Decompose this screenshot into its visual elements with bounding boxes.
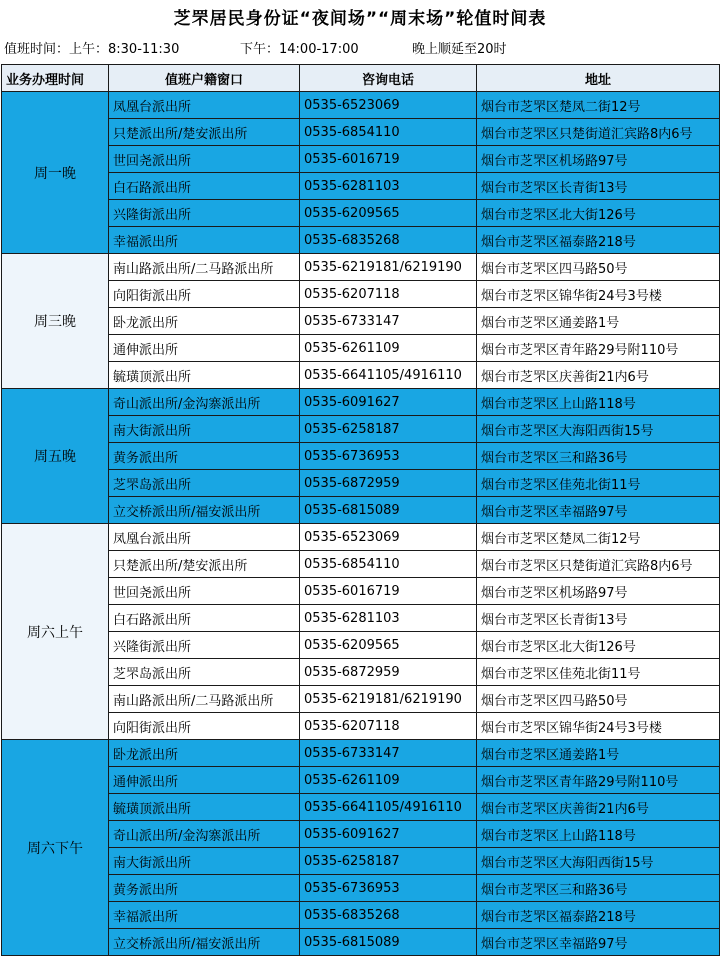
table-row <box>2 578 720 605</box>
phone-cell: 0535-6258187 <box>300 848 477 875</box>
phone-cell: 0535-6209565 <box>300 200 477 227</box>
address-cell: 烟台市芝罘区青年路29号附110号 <box>477 335 720 362</box>
window-cell: 芝罘岛派出所 <box>109 659 300 686</box>
phone-cell: 0535-6091627 <box>300 389 477 416</box>
window-cell: 幸福派出所 <box>109 227 300 254</box>
table-row <box>2 173 720 200</box>
window-cell: 黄务派出所 <box>109 443 300 470</box>
address-cell: 烟台市芝罘区上山路118号 <box>477 389 720 416</box>
window-cell: 黄务派出所 <box>109 875 300 902</box>
table-row <box>2 551 720 578</box>
phone-cell: 0535-6872959 <box>300 659 477 686</box>
afternoon-hours: 下午：14:00-17:00 <box>240 42 359 57</box>
window-cell: 只楚派出所/楚安派出所 <box>109 119 300 146</box>
window-cell: 立交桥派出所/福安派出所 <box>109 929 300 956</box>
address-cell: 烟台市芝罘区福泰路218号 <box>477 902 720 929</box>
window-cell: 卧龙派出所 <box>109 308 300 335</box>
schedule-body <box>2 92 720 956</box>
header-window: 值班户籍窗口 <box>109 65 300 92</box>
address-cell: 烟台市芝罘区青年路29号附110号 <box>477 767 720 794</box>
table-row <box>2 200 720 227</box>
day-cell: 周六下午 <box>2 740 109 956</box>
address-cell: 烟台市芝罘区大海阳西街15号 <box>477 848 720 875</box>
phone-cell: 0535-6854110 <box>300 551 477 578</box>
window-cell: 凤凰台派出所 <box>109 524 300 551</box>
phone-cell: 0535-6854110 <box>300 119 477 146</box>
phone-cell: 0535-6815089 <box>300 929 477 956</box>
phone-cell: 0535-6523069 <box>300 92 477 119</box>
window-cell: 毓璜顶派出所 <box>109 794 300 821</box>
window-cell: 向阳街派出所 <box>109 713 300 740</box>
table-row <box>2 686 720 713</box>
address-cell: 烟台市芝罘区幸福路97号 <box>477 497 720 524</box>
table-row <box>2 740 720 767</box>
window-cell: 世回尧派出所 <box>109 146 300 173</box>
table-row <box>2 605 720 632</box>
address-cell: 烟台市芝罘区北大街126号 <box>477 200 720 227</box>
table-row <box>2 848 720 875</box>
address-cell: 烟台市芝罘区长青街13号 <box>477 173 720 200</box>
header-time: 业务办理时间 <box>2 65 109 92</box>
phone-cell: 0535-6258187 <box>300 416 477 443</box>
header-phone: 咨询电话 <box>300 65 477 92</box>
window-cell: 毓璜顶派出所 <box>109 362 300 389</box>
table-row <box>2 470 720 497</box>
table-row <box>2 254 720 281</box>
phone-cell: 0535-6872959 <box>300 470 477 497</box>
phone-cell: 0535-6641105/4916110 <box>300 362 477 389</box>
table-row <box>2 281 720 308</box>
address-cell: 烟台市芝罘区长青街13号 <box>477 605 720 632</box>
table-row <box>2 119 720 146</box>
table-row <box>2 335 720 362</box>
window-cell: 南山路派出所/二马路派出所 <box>109 686 300 713</box>
table-row <box>2 821 720 848</box>
table-header-row <box>2 65 720 92</box>
phone-cell: 0535-6261109 <box>300 335 477 362</box>
schedule-table <box>1 64 720 956</box>
phone-cell: 0535-6641105/4916110 <box>300 794 477 821</box>
day-cell: 周六上午 <box>2 524 109 740</box>
window-cell: 奇山派出所/金沟寨派出所 <box>109 821 300 848</box>
page-title: 芝罘居民身份证“夜间场”“周末场”轮值时间表 <box>173 9 547 29</box>
address-cell: 烟台市芝罘区机场路97号 <box>477 146 720 173</box>
duty-hours <box>0 36 720 64</box>
address-cell: 烟台市芝罘区幸福路97号 <box>477 929 720 956</box>
phone-cell: 0535-6016719 <box>300 146 477 173</box>
address-cell: 烟台市芝罘区锦华街24号3号楼 <box>477 713 720 740</box>
window-cell: 世回尧派出所 <box>109 578 300 605</box>
header-address: 地址 <box>477 65 720 92</box>
window-cell: 南大街派出所 <box>109 848 300 875</box>
phone-cell: 0535-6207118 <box>300 713 477 740</box>
address-cell: 烟台市芝罘区大海阳西街15号 <box>477 416 720 443</box>
phone-cell: 0535-6016719 <box>300 578 477 605</box>
table-row <box>2 389 720 416</box>
phone-cell: 0535-6523069 <box>300 524 477 551</box>
window-cell: 通伸派出所 <box>109 335 300 362</box>
table-row <box>2 632 720 659</box>
phone-cell: 0535-6835268 <box>300 902 477 929</box>
window-cell: 卧龙派出所 <box>109 740 300 767</box>
phone-cell: 0535-6835268 <box>300 227 477 254</box>
address-cell: 烟台市芝罘区只楚街道汇宾路8内6号 <box>477 119 720 146</box>
table-row <box>2 659 720 686</box>
window-cell: 南山路派出所/二马路派出所 <box>109 254 300 281</box>
address-cell: 烟台市芝罘区三和路36号 <box>477 875 720 902</box>
window-cell: 只楚派出所/楚安派出所 <box>109 551 300 578</box>
phone-cell: 0535-6219181/6219190 <box>300 254 477 281</box>
address-cell: 烟台市芝罘区三和路36号 <box>477 443 720 470</box>
phone-cell: 0535-6281103 <box>300 173 477 200</box>
table-row <box>2 929 720 956</box>
window-cell: 奇山派出所/金沟寨派出所 <box>109 389 300 416</box>
window-cell: 芝罘岛派出所 <box>109 470 300 497</box>
phone-cell: 0535-6261109 <box>300 767 477 794</box>
window-cell: 兴隆街派出所 <box>109 200 300 227</box>
window-cell: 白石路派出所 <box>109 605 300 632</box>
day-cell: 周三晚 <box>2 254 109 389</box>
phone-cell: 0535-6207118 <box>300 281 477 308</box>
address-cell: 烟台市芝罘区通姜路1号 <box>477 740 720 767</box>
address-cell: 烟台市芝罘区楚凤二街12号 <box>477 524 720 551</box>
table-row <box>2 308 720 335</box>
morning-hours: 值班时间：上午：8:30-11:30 <box>4 42 180 57</box>
table-row <box>2 416 720 443</box>
address-cell: 烟台市芝罘区四马路50号 <box>477 254 720 281</box>
address-cell: 烟台市芝罘区庆善街21内6号 <box>477 794 720 821</box>
window-cell: 立交桥派出所/福安派出所 <box>109 497 300 524</box>
table-row <box>2 443 720 470</box>
phone-cell: 0535-6736953 <box>300 875 477 902</box>
address-cell: 烟台市芝罘区通姜路1号 <box>477 308 720 335</box>
address-cell: 烟台市芝罘区楚凤二街12号 <box>477 92 720 119</box>
address-cell: 烟台市芝罘区北大街126号 <box>477 632 720 659</box>
table-row <box>2 902 720 929</box>
window-cell: 通伸派出所 <box>109 767 300 794</box>
phone-cell: 0535-6815089 <box>300 497 477 524</box>
table-row <box>2 146 720 173</box>
phone-cell: 0535-6733147 <box>300 740 477 767</box>
day-cell: 周五晚 <box>2 389 109 524</box>
window-cell: 幸福派出所 <box>109 902 300 929</box>
table-row <box>2 227 720 254</box>
table-row <box>2 794 720 821</box>
evening-hours: 晚上顺延至20时 <box>412 42 507 57</box>
address-cell: 烟台市芝罘区福泰路218号 <box>477 227 720 254</box>
phone-cell: 0535-6736953 <box>300 443 477 470</box>
window-cell: 白石路派出所 <box>109 173 300 200</box>
window-cell: 向阳街派出所 <box>109 281 300 308</box>
table-row <box>2 713 720 740</box>
window-cell: 兴隆街派出所 <box>109 632 300 659</box>
address-cell: 烟台市芝罘区上山路118号 <box>477 821 720 848</box>
address-cell: 烟台市芝罘区机场路97号 <box>477 578 720 605</box>
table-row <box>2 362 720 389</box>
table-row <box>2 875 720 902</box>
phone-cell: 0535-6209565 <box>300 632 477 659</box>
phone-cell: 0535-6733147 <box>300 308 477 335</box>
phone-cell: 0535-6281103 <box>300 605 477 632</box>
window-cell: 凤凰台派出所 <box>109 92 300 119</box>
address-cell: 烟台市芝罘区佳苑北街11号 <box>477 659 720 686</box>
table-row <box>2 767 720 794</box>
address-cell: 烟台市芝罘区佳苑北街11号 <box>477 470 720 497</box>
table-row <box>2 524 720 551</box>
address-cell: 烟台市芝罘区四马路50号 <box>477 686 720 713</box>
window-cell: 南大街派出所 <box>109 416 300 443</box>
day-cell: 周一晚 <box>2 92 109 254</box>
table-row <box>2 497 720 524</box>
address-cell: 烟台市芝罘区只楚街道汇宾路8内6号 <box>477 551 720 578</box>
table-row <box>2 92 720 119</box>
address-cell: 烟台市芝罘区庆善街21内6号 <box>477 362 720 389</box>
phone-cell: 0535-6091627 <box>300 821 477 848</box>
phone-cell: 0535-6219181/6219190 <box>300 686 477 713</box>
address-cell: 烟台市芝罘区锦华街24号3号楼 <box>477 281 720 308</box>
